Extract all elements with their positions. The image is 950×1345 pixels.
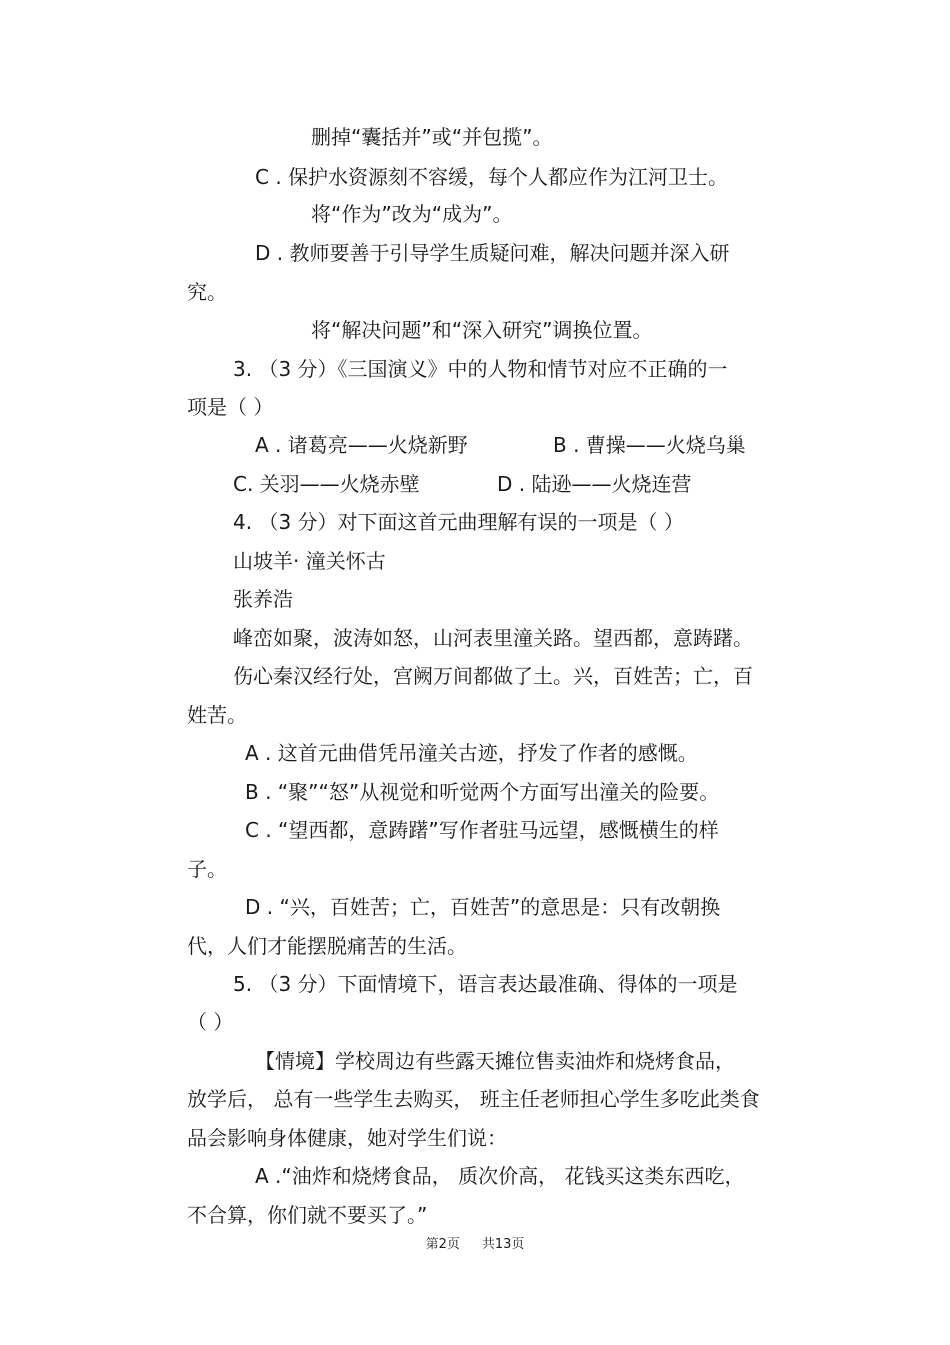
text-line: 究。 bbox=[187, 280, 227, 304]
context-line: 品会影响身体健康，她对学生们说： bbox=[187, 1126, 507, 1150]
poem-line: 伤心秦汉经行处，宫阙万间都做了土。兴，百姓苦；亡，百 bbox=[233, 664, 753, 688]
question-4-option-b: B . “聚”“怒”从视觉和听觉两个方面写出潼关的险要。 bbox=[245, 780, 720, 804]
option-c-line: C . 保护水资源刻不容缓，每个人都应作为江河卫士。 bbox=[255, 165, 729, 189]
option-d-line: D . 教师要善于引导学生质疑问难，解决问题并深入研 bbox=[255, 241, 730, 265]
question-4-stem: 4. （3 分）对下面这首元曲理解有误的一项是（ ） bbox=[233, 510, 684, 534]
page-total: 共13页 bbox=[481, 1237, 525, 1252]
question-3-option-d: D . 陆逊——火烧连营 bbox=[497, 472, 692, 496]
question-4-option-d: D . “兴，百姓苦；亡，百姓苦”的意思是：只有改朝换 bbox=[245, 895, 721, 919]
question-3-option-b: B . 曹操——火烧乌巢 bbox=[553, 433, 746, 457]
text-line: 将“作为”改为“成为”。 bbox=[311, 202, 513, 226]
poem-author: 张养浩 bbox=[233, 587, 293, 611]
poem-line: 峰峦如聚，波涛如怒，山河表里潼关路。望西都，意踌躇。 bbox=[233, 626, 753, 650]
question-5-stem-cont: （ ） bbox=[187, 1010, 234, 1034]
question-4-option-a: A . 这首元曲借凭吊潼关古迹，抒发了作者的感慨。 bbox=[245, 741, 698, 765]
page-footer bbox=[0, 1233, 950, 1252]
context-line: 放学后， 总有一些学生去购买， 班主任老师担心学生多吃此类食 bbox=[187, 1087, 760, 1111]
question-3-stem: 3. （3 分）《三国演义》中的人物和情节对应不正确的一 bbox=[233, 357, 728, 381]
text-line: 将“解决问题”和“深入研究”调换位置。 bbox=[311, 318, 653, 342]
text-line: 删掉“囊括并”或“并包揽”。 bbox=[311, 125, 553, 149]
context-line: 【情境】学校周边有些露天摊位售卖油炸和烧烤食品， bbox=[255, 1049, 735, 1073]
question-5-option-a-cont: 不合算，你们就不要买了。” bbox=[187, 1203, 428, 1227]
question-5-stem: 5. （3 分）下面情境下，语言表达最准确、得体的一项是 bbox=[233, 972, 738, 996]
question-5-option-a: A .“油炸和烧烤食品， 质次价高， 花钱买这类东西吃， bbox=[255, 1164, 745, 1188]
poem-line: 姓苦。 bbox=[187, 703, 247, 727]
question-3-option-c: C. 关羽——火烧赤壁 bbox=[233, 472, 420, 496]
page-number: 第2页 bbox=[425, 1237, 460, 1252]
question-3-stem-cont: 项是（ ） bbox=[187, 395, 274, 419]
question-4-option-d-cont: 代，人们才能摆脱痛苦的生活。 bbox=[187, 934, 467, 958]
question-4-option-c: C . “望西都，意踌躇”写作者驻马远望，感慨横生的样 bbox=[245, 818, 719, 842]
poem-title: 山坡羊· 潼关怀古 bbox=[233, 549, 386, 573]
question-4-option-c-cont: 子。 bbox=[187, 857, 227, 881]
question-3-option-a: A . 诸葛亮——火烧新野 bbox=[255, 433, 468, 457]
